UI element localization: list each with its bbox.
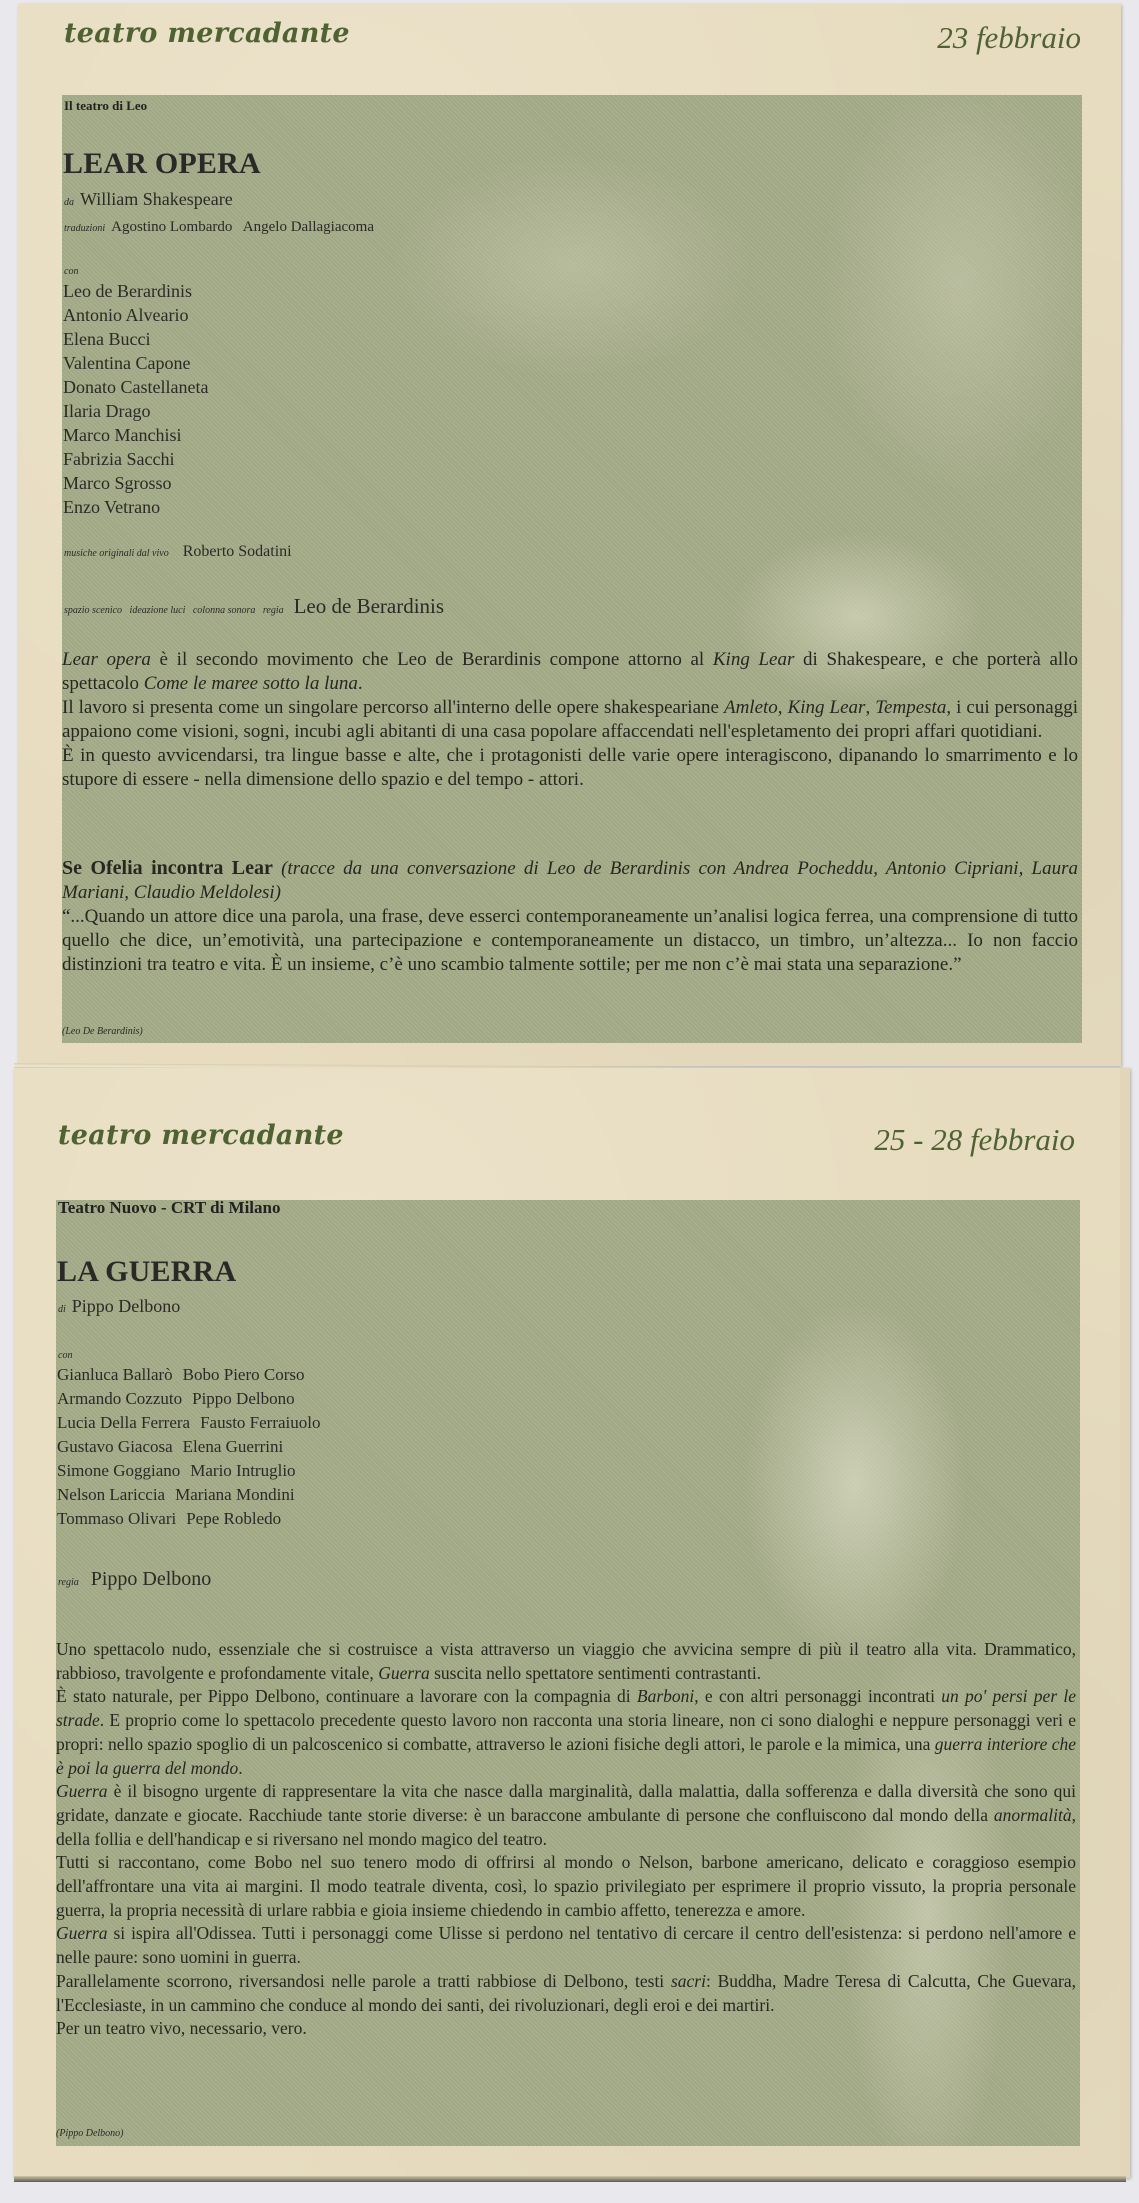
cast-member: Bobo Piero Corso	[182, 1365, 305, 1384]
cast-member: Gianluca Ballarò	[57, 1365, 173, 1384]
text-run: si ispira all'Odissea. Tutti i personaggi come Ulisse si perdono nel tentativo di cercare il centro dell'esistenza: si perdono nell'amore e nelle paure: sono uomini in guerra.	[56, 1923, 1076, 1968]
event-date: 23 febbraio	[937, 20, 1081, 55]
italic-text: anormalità	[993, 1804, 1072, 1825]
cast-member: Tommaso Olivari	[57, 1509, 177, 1528]
cast-list	[57, 1363, 321, 1531]
cast-member: Marco Manchisi	[63, 425, 182, 445]
description	[56, 1638, 1076, 2041]
cast-member: Ilaria Drago	[63, 401, 151, 421]
quote: “...Quando un attore dice una parola, una frase, deve esserci contemporaneamente un’analisi logica ferrea, una comprensione di tutto quello che dice, un’emotività, una partecipazione e contemporaneamente un distacco, un timbro, un’altezza... Io non faccio distinzioni tra teatro e vita. È un insieme, c’è uno scambio talmente sottile; per me non c’è mai stata una separazione.”	[62, 906, 1078, 975]
translators: Agostino Lombardo Angelo Dallagiacoma	[111, 219, 374, 235]
cast-member: Fabrizia Sacchi	[63, 449, 175, 469]
paragraph	[56, 1851, 1076, 1922]
direction-line	[58, 1568, 211, 1591]
direction-label: spazio scenico ideazione luci colonna sonora regia	[64, 605, 284, 616]
text-run: , e con altri personaggi incontrati	[694, 1686, 942, 1707]
italic-text: Guerra	[56, 1923, 108, 1944]
company-name: Teatro Nuovo - CRT di Milano	[58, 1198, 281, 1217]
author: William Shakespeare	[80, 189, 233, 209]
author: Pippo Delbono	[71, 1296, 181, 1316]
text-run: Per un teatro vivo, necessario, vero.	[56, 2018, 307, 2039]
italic-text: Guerra	[56, 1781, 108, 1802]
author-label: di	[58, 1304, 66, 1315]
cast-member: Gustavo Giacosa	[57, 1437, 173, 1456]
text-run: È stato naturale, per Pippo Delbono, continuare a lavorare con la compagnia di	[56, 1686, 637, 1707]
text-run: Parallelamente scorrono, riversandosi nelle parole a tratti rabbiose di Delbono, testi	[56, 1970, 671, 1991]
paragraph	[56, 1685, 1076, 1780]
text-run: , della follia e dell'handicap e si riversano nel mondo magico del teatro.	[56, 1804, 1076, 1849]
cast-member: Antonio Alveario	[63, 305, 189, 325]
italic-text: Come le maree sotto la luna	[143, 673, 358, 694]
cast-member: Enzo Vetrano	[63, 497, 161, 517]
event-date: 25 - 28 febbraio	[874, 1122, 1075, 1157]
italic-text: Guerra	[378, 1662, 430, 1683]
italic-text: Barboni	[636, 1686, 695, 1707]
cast-member: Leo de Berardinis	[63, 281, 192, 301]
interview-heading: Se Ofelia incontra Lear	[62, 857, 273, 879]
text-run: , i cui personaggi appaiono come visioni, sogni, incubi agli abitanti di una casa popolare affaccendati nell'espletamento dei propri affari quotidiani.	[62, 697, 1079, 742]
cast-list	[63, 279, 208, 519]
paragraph	[62, 744, 1078, 792]
text-run: È in questo avvicendarsi, tra lingue basse e alte, che i protagonisti delle varie opere interagiscono, dipanando lo smarrimento e lo stupore di essere - nella dimensione dello spazio e del tempo - attori.	[62, 745, 1078, 790]
author-line	[64, 189, 233, 210]
company-name: Il teatro di Leo	[64, 98, 148, 113]
italic-text: Tempesta	[875, 697, 947, 718]
italic-text: King Lear	[712, 649, 795, 670]
italic-text: Lear opera	[62, 649, 151, 670]
show-title: LEAR OPERA	[63, 147, 261, 180]
cast-label: con	[58, 1350, 73, 1361]
paragraph	[56, 1970, 1076, 2017]
music-label: musiche originali dal vivo	[64, 548, 169, 559]
cast-member: Lucia Della Ferrera	[57, 1413, 191, 1432]
cast-row	[57, 1435, 321, 1459]
paragraph	[62, 648, 1078, 696]
paragraph	[62, 696, 1078, 744]
direction-label: regia	[58, 1577, 79, 1588]
paragraph	[56, 1922, 1076, 1969]
music-line	[64, 543, 292, 561]
cast-member: Pepe Robledo	[186, 1509, 282, 1528]
text-run: Tutti si raccontano, come Bobo nel suo tenero modo di offrirsi al mondo o Nelson, barbone americano, delicato e coraggioso esempio dell'affrontare una vita ai margini. Il modo teatrale diventa, così, lo spazio privilegiato per esprimere il proprio vissuto, la propria personale guerra, la propria necessità di urlare rabbia e gioia insieme chiedendo in cambio affetto, tenerezza e amore.	[56, 1852, 1076, 1920]
direction-line	[64, 594, 444, 619]
music-credit: Roberto Sodatini	[182, 543, 292, 560]
cast-member: Nelson Lariccia	[57, 1485, 166, 1504]
cast-member: Armando Cozzuto	[57, 1389, 183, 1408]
cast-member: Marco Sgrosso	[63, 473, 172, 493]
text-run: .	[238, 1757, 243, 1778]
cast-member: Mariana Mondini	[175, 1485, 295, 1504]
cast-member: Simone Goggiano	[57, 1461, 181, 1480]
cast-member: Fausto Ferraiuolo	[200, 1413, 321, 1432]
interview-section	[62, 856, 1078, 977]
text-run: ,	[865, 697, 876, 718]
director: Leo de Berardinis	[293, 594, 445, 618]
cast-member: Valentina Capone	[63, 353, 191, 373]
text-run: : Buddha, Madre Teresa di Calcutta, Che Guevara, l'Ecclesiaste, in un cammino che conduce al mondo dei santi, dei rivoluzionari, degli eroi e dei martiri.	[56, 1970, 1076, 2015]
show-title: LA GUERRA	[57, 1255, 237, 1288]
text-run: è il secondo movimento che Leo de Berardinis compone attorno al	[150, 649, 713, 670]
paragraph	[56, 2017, 1076, 2041]
text-run: . E proprio come lo spettacolo precedente questo lavoro non racconta una storia lineare, non ci sono dialoghi e neppure personaggi veri e propri: nello spazio spoglio di un palcoscenico si combatte, attraverso le azioni fisiche degli attori, le parole e la mimica, una	[56, 1710, 1076, 1754]
cast-label: con	[64, 266, 79, 277]
text-run: è il bisogno urgente di rappresentare la vita che nasce dalla marginalità, dalla malattia, dalla sofferenza e dalla diversità che sono qui gridate, danzate e giocate. Racchiude tante storie diverse: è un baraccone ambulante di persone che confluiscono dal mondo della	[56, 1781, 1076, 1825]
text-run: .	[357, 673, 363, 694]
italic-text: Amleto	[723, 697, 778, 718]
text-run: di Shakespeare, e che porterà allo spettacolo	[62, 649, 1078, 694]
italic-text: King Lear	[787, 697, 866, 718]
venue-name: teatro mercadante	[64, 18, 350, 49]
author-label: da	[64, 197, 74, 208]
italic-text: guerra interiore che è poi la guerra del mondo	[56, 1733, 1077, 1778]
cast-member: Elena Guerrini	[182, 1437, 284, 1456]
text-run: ,	[777, 697, 788, 718]
quote-credit: (Leo De Berardinis)	[62, 1026, 143, 1037]
text-run: suscita nello spettatore sentimenti contrastanti.	[429, 1662, 762, 1683]
author-line	[58, 1296, 180, 1317]
cast-row	[57, 1363, 321, 1387]
description	[62, 648, 1078, 792]
cast-member: Elena Bucci	[63, 329, 151, 349]
text-run: Uno spettacolo nudo, essenziale che si costruisce a vista attraverso un viaggio che avvicina sempre di più il teatro alla vita. Drammatico, rabbioso, travolgente e profondamente vitale,	[56, 1639, 1076, 1683]
cast-row	[57, 1459, 321, 1483]
venue-name: teatro mercadante	[58, 1120, 344, 1151]
cast-member: Pippo Delbono	[192, 1389, 295, 1408]
paragraph	[56, 1780, 1076, 1851]
cast-row	[57, 1507, 321, 1531]
interview-subtitle: (tracce da una conversazione di Leo de Berardinis con Andrea Pocheddu, Antonio Cipriani, Laura Mariani, Claudio Meldolesi)	[62, 858, 1078, 903]
translators-line	[64, 219, 374, 236]
cast-row	[57, 1483, 321, 1507]
page-edge-shadow	[14, 2176, 1126, 2182]
italic-text: sacri	[670, 1970, 706, 1991]
cast-member: Donato Castellaneta	[63, 377, 209, 397]
cast-row	[57, 1387, 321, 1411]
translators-label: traduzioni	[64, 223, 106, 234]
cast-row	[57, 1411, 321, 1435]
italic-text: un po' persi per le strade	[56, 1686, 1077, 1731]
cast-member: Mario Intruglio	[190, 1461, 296, 1480]
text-run: Il lavoro si presenta come un singolare percorso all'interno delle opere shakespeariane	[62, 697, 724, 718]
director: Pippo Delbono	[90, 1568, 212, 1590]
paragraph	[56, 1638, 1076, 1685]
quote-credit: (Pippo Delbono)	[56, 2128, 124, 2139]
